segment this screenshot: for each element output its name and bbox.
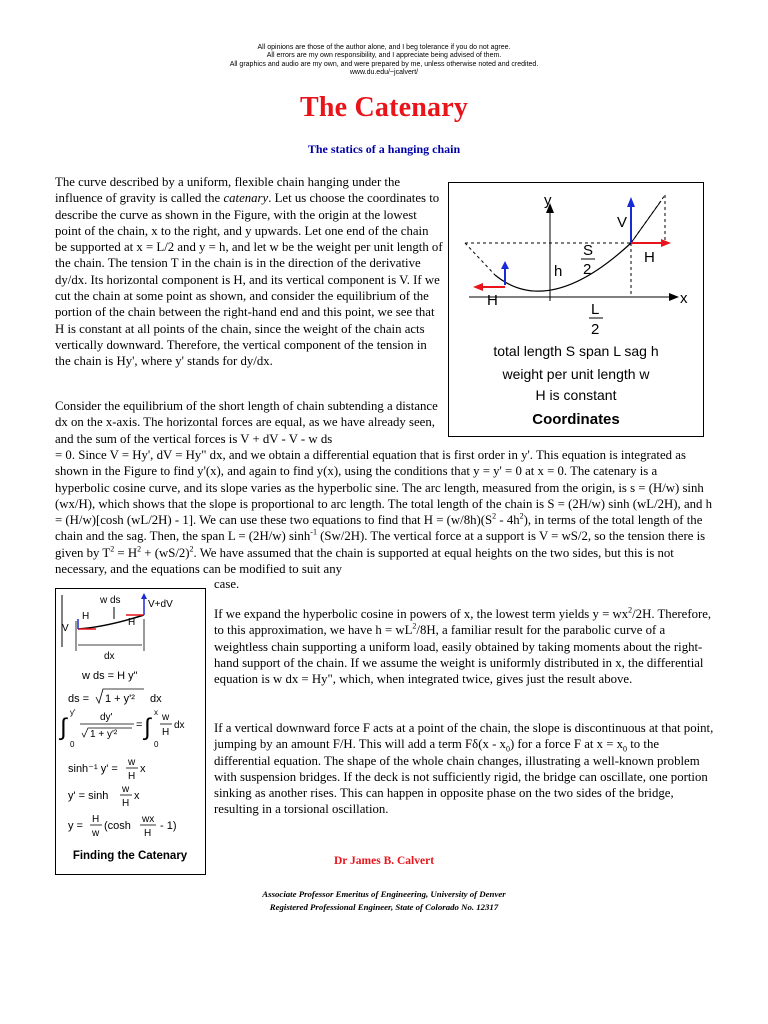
eq-int-rtop: x xyxy=(154,708,158,717)
eq-y-wx: wx xyxy=(142,814,155,825)
eq-sinh-x: x xyxy=(134,790,140,802)
eq-int-top: y' xyxy=(70,708,76,717)
paragraph-point-force: If a vertical downward force F acts at a point of the chain, the slope is discontinuous at that point, jumping by an amount F/H. This will add a term $F\delta(x - x_0)$ for a force F at $x = x_0$ to the differential equation. The shape of the whole chain changes, illustrating a well-known problem with suspension bridges. If the deck is not sufficiently rigid, the bridge can oscillate, one portion sinking as another rises. This can happen in opposite phase on the two sides of the bridge, resulting in a torsional oscillation. xyxy=(214,721,714,817)
affiliation-line: Registered Professional Engineer, State of Colorado No. 12317 xyxy=(269,902,499,912)
eq-int-bot: 0 xyxy=(70,740,75,749)
paragraph-equilibrium: = 0. Since V = Hy', dV = Hy" dx, and we obtain a differential equation that is first order in y'. This equation is integrated as shown in the Figure to find y'(x), and again to find y(x), using the conditions that y = y' = 0 at x = 0. The catenary is a hyperbolic cosine curve, and its slope varies as the hyperbolic sine. The arc length, measured from the origin, is s = (H/w) sinh (wx/H), which shows that the slope is proportional to arc length. The total length of the chain is S = (2H/w) sinh (wL/2H), and h = (H/w)[cosh (wL/2H) - 1]. We can use these two equations to find that $H = (w/8h)(S^2 - 4h^2)$, in terms of the total length of the chain and the sag. Then, the span L = (2H/w) $\sinh^{-1} (Sw/2H)$. The vertical force at a support is V = wS/2, so the tension there is given by $T^2 = H^2 + (wS/2)^2$. We have assumed that the chain is supported at equal heights on the two sides, but this is not necessary, and the equations can be modified to suit any xyxy=(55,448,713,577)
disclaimer-line: All opinions are those of the author alone, and I beg tolerance if you do not agree. xyxy=(257,44,511,51)
label-sag-h: h xyxy=(554,263,563,280)
caption-finding: Finding the Catenary xyxy=(72,850,188,862)
eq-y-tail: - 1) xyxy=(160,820,177,832)
eq-ds-lhs: ds = xyxy=(68,693,90,705)
eq-y-h2: H xyxy=(144,828,152,839)
svg-text:∫: ∫ xyxy=(60,714,67,741)
disclaimer-line: All errors are my own responsibility, and I appreciate being advised of them. xyxy=(266,52,502,60)
caption-lengths: total length S span L sag h xyxy=(493,343,659,359)
label-h1: H xyxy=(82,611,90,622)
eq-y-lhs: y = xyxy=(68,820,83,832)
eq-ds-root: 1 + y'² xyxy=(105,693,135,705)
paragraph-equilibrium-start: Consider the equilibrium of the short length of chain subtending a distance dx on the x-axis. The horizontal forces are equal, as we have already seen, and the sum of the vertical forces is V + dV - V - w ds xyxy=(55,399,438,446)
page-title: The Catenary xyxy=(299,92,469,123)
finding-catenary-figure xyxy=(55,588,206,875)
label-s-den: 2 xyxy=(583,261,592,278)
eq-ds-dx: dx xyxy=(150,693,162,705)
label-v-small: V xyxy=(62,623,69,634)
label-l-den: 2 xyxy=(591,321,600,338)
eq-int-h: H xyxy=(162,727,170,738)
caption-coordinates: Coordinates xyxy=(532,411,620,428)
caption-weight: weight per unit length w xyxy=(502,366,650,382)
label-dx: dx xyxy=(104,651,115,662)
eq-asinh-w: w xyxy=(128,757,136,768)
eq-asinh: sinh⁻¹ y' = xyxy=(68,763,118,775)
label-s: S xyxy=(583,242,594,259)
eq-int-dx: dx xyxy=(174,720,185,731)
eq-y-h: H xyxy=(92,814,100,825)
eq-asinh-x: x xyxy=(140,763,146,775)
eq-sinh: y' = sinh xyxy=(68,790,109,802)
eq-y-cosh: (cosh xyxy=(104,820,131,832)
eq-sinh-h: H xyxy=(122,798,130,809)
label-h-left: H xyxy=(487,292,498,309)
eq-asinh-h: H xyxy=(128,771,136,782)
eq-sinh-w: w xyxy=(122,784,130,795)
eq-int-rbot: 0 xyxy=(154,740,159,749)
affiliation-line: Associate Professor Emeritus of Engineering, University of Denver xyxy=(262,889,506,899)
paragraph-intro: The curve described by a uniform, flexible chain hanging under the influence of gravity is called the catenary. Let us choose the coordinates to describe the curve as shown in the Figure, with the origin at the lowest point of the chain, x to the right, and y upwards. Let one end of the chain be supported at x = L/2 and y = h, and let w be the weight per unit length of the chain. The tension T in the chain is in the direction of the derivative dy/dx. Its horizontal component is H, and its vertical component is V. If we cut the chain at some point as shown, and consider the equilibrium of the portion of the chain between the right-hand end and this point, we see that H is constant at all points of the chain, since the weight of the chain acts vertically downward. Therefore, the vertical component of the tension in the chain is Hy', where y' stands for dy/dx. xyxy=(55,175,443,369)
eq-weight: w ds = H y" xyxy=(82,670,138,682)
disclaimer xyxy=(0,44,768,78)
eq-y-w: w xyxy=(92,828,100,839)
label-v: V xyxy=(617,214,628,231)
homepage-link[interactable]: www.du.edu/~jcalvert/ xyxy=(349,69,419,77)
author-name: Dr James B. Calvert xyxy=(333,855,435,867)
label-wds: w ds xyxy=(100,595,121,606)
eq-int-num: dy' xyxy=(100,712,113,723)
x-axis-label: x xyxy=(680,290,688,307)
coordinates-figure xyxy=(448,182,704,437)
eq-int-w: w xyxy=(162,712,170,723)
paragraph-expansion: If we expand the hyperbolic cosine in powers of x, the lowest term yields $y = wx^2/2H$. Therefore, to this approximation, we have $h = wL^2/8H$, a familiar result for the parabolic curve of a weightless chain supporting a uniform load, easily obtained by taking moments about the right-hand support of the chain. If we assume the weight is uniformly distributed in x, the differential equation is w dx = Hy", which, when integrated twice, gives just the result above. xyxy=(214,605,712,687)
label-l: L xyxy=(591,301,600,318)
eq-int-den: 1 + y'² xyxy=(90,729,118,740)
label-h2: H xyxy=(128,617,136,628)
label-h-right: H xyxy=(644,249,655,266)
y-axis-label: y xyxy=(544,192,552,209)
paragraph-case: case. xyxy=(214,577,240,591)
disclaimer-line: All graphics and audio are my own, and were prepared by me, unless otherwise noted and credited. xyxy=(229,60,539,68)
page-subtitle: The statics of a hanging chain xyxy=(307,142,461,156)
svg-text:∫: ∫ xyxy=(144,714,151,741)
svg-text:=: = xyxy=(136,719,143,731)
label-v-dv: V+dV xyxy=(148,599,173,610)
caption-h-constant: H is constant xyxy=(535,387,617,403)
